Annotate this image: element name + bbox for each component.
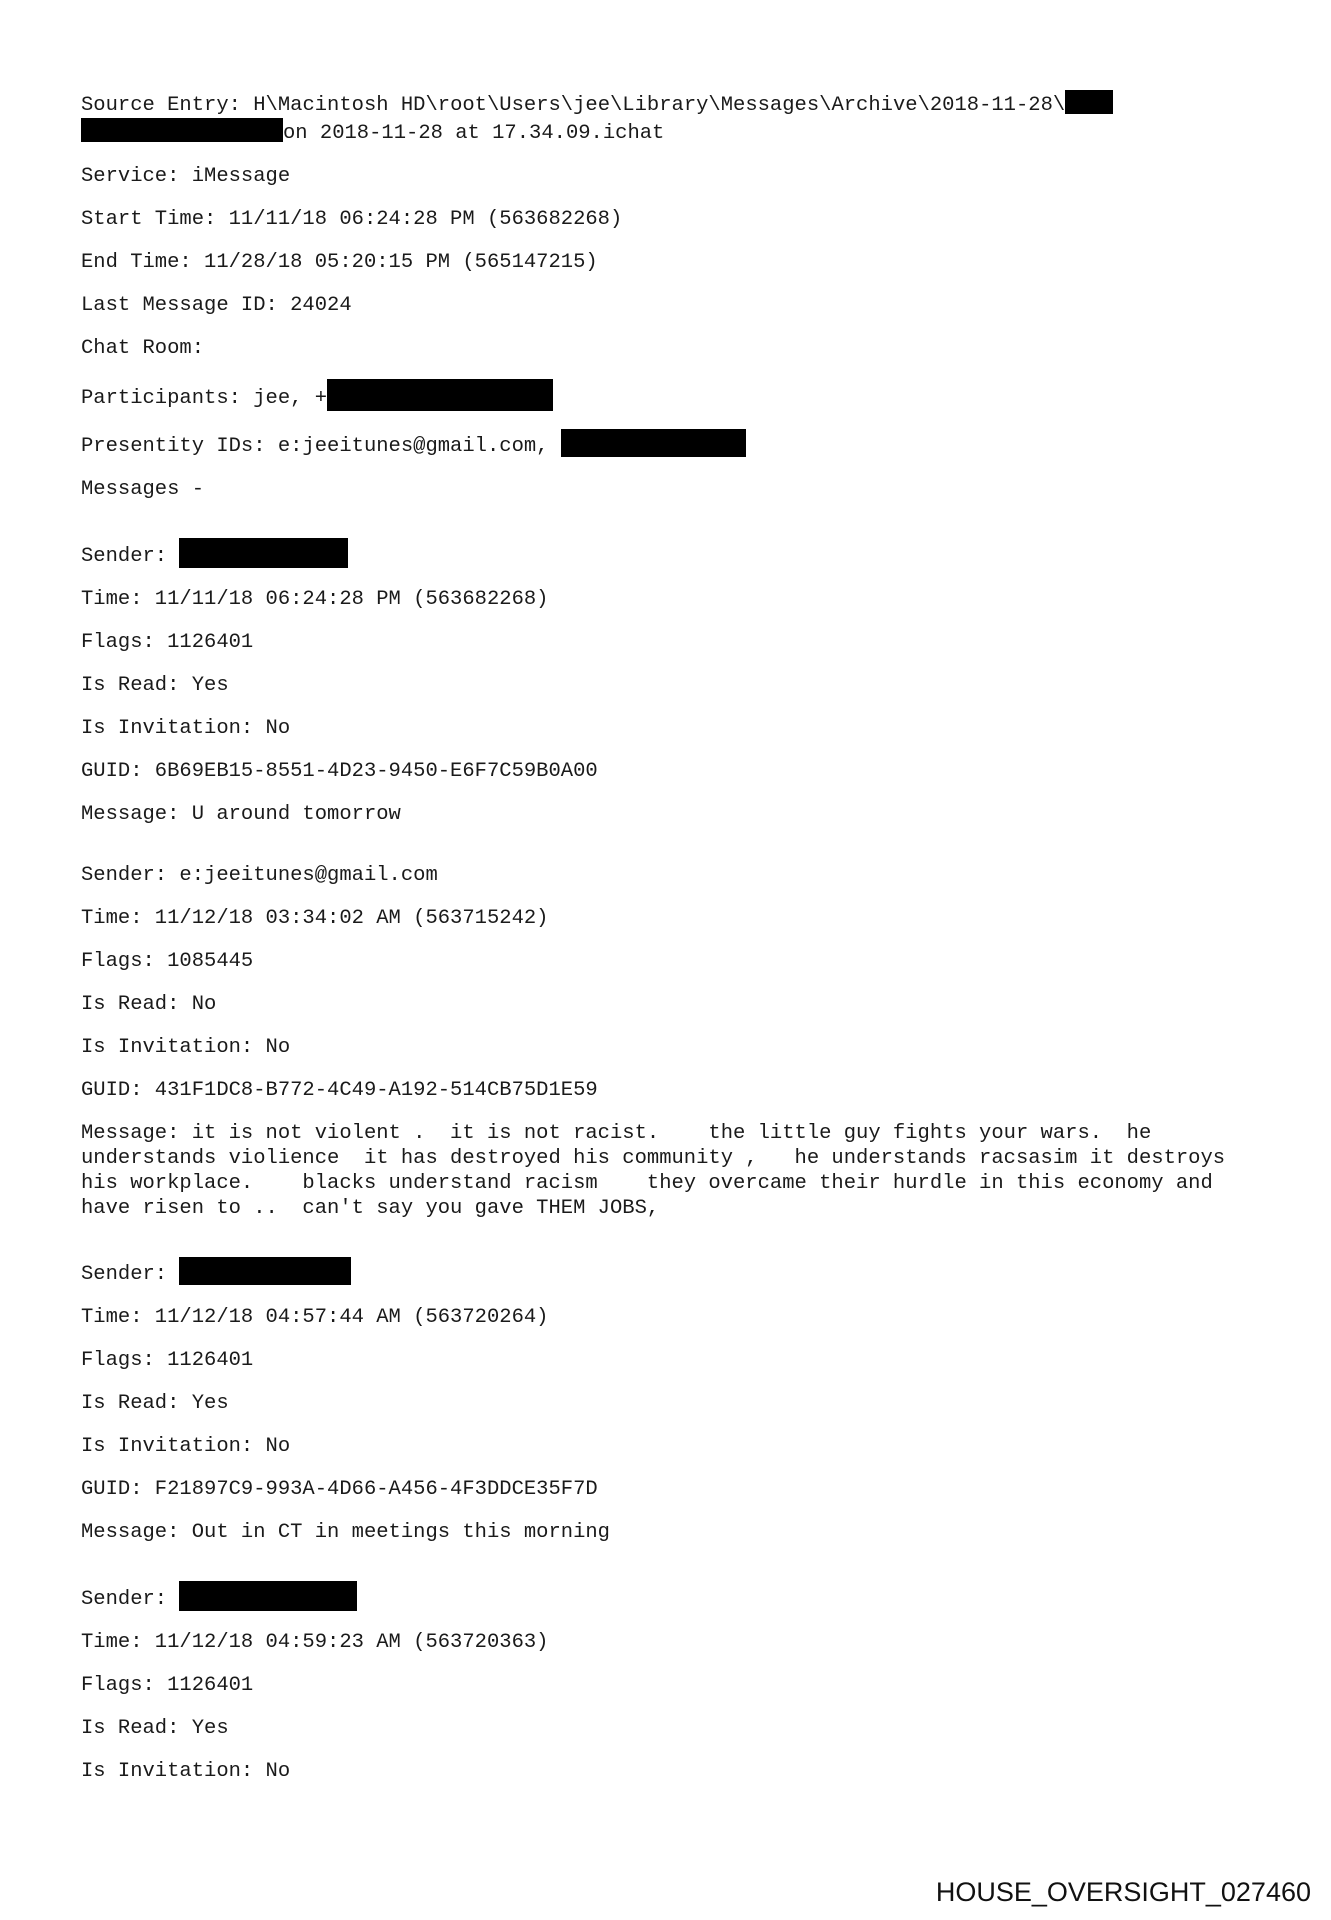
sender-label: Sender: — [81, 1588, 168, 1611]
source-entry-label: Source Entry: — [81, 94, 241, 117]
message-is-invitation: Is Invitation: No — [81, 1760, 291, 1783]
participants — [81, 379, 1271, 411]
message-text: Message: it is not violent . it is not racist. the little guy fights your wars. he understands violience it has destroyed his community , he understands racsasim it destroys his workplace. blacks understand racism they overcame their hurdle in this economy and have risen to .. can't say you gave THEM JOBS, — [81, 1122, 1238, 1220]
redaction-block — [1065, 90, 1113, 114]
presentity-ids-text: Presentity IDs: e:jeeitunes@gmail.com, — [81, 435, 549, 458]
message-time: Time: 11/12/18 04:59:23 AM (563720363) — [81, 1631, 549, 1654]
message-is-read: Is Read: Yes — [81, 674, 229, 697]
redaction-block — [179, 1581, 357, 1611]
bates-number: HOUSE_OVERSIGHT_027460 — [935, 1877, 1311, 1907]
sender-label: Sender: — [81, 1263, 168, 1286]
redaction-block — [561, 429, 746, 457]
sender-label: Sender: — [81, 545, 168, 568]
message-sender — [81, 538, 1271, 569]
end-time: End Time: 11/28/18 05:20:15 PM (565147215) — [81, 251, 598, 274]
message-text: Message: Out in CT in meetings this morning — [81, 1521, 610, 1544]
participants-text: Participants: jee, + — [81, 387, 328, 410]
redaction-block — [179, 1257, 351, 1285]
redaction-block — [179, 538, 348, 568]
redaction-block — [327, 379, 553, 411]
message-is-invitation: Is Invitation: No — [81, 1435, 291, 1458]
last-message-id: Last Message ID: 24024 — [81, 294, 352, 317]
message-flags: Flags: 1085445 — [81, 950, 254, 973]
message-is-read: Is Read: Yes — [81, 1392, 229, 1415]
message-is-read: Is Read: No — [81, 993, 217, 1016]
source-entry-suffix: on 2018-11-28 at 17.34.09.ichat — [283, 122, 665, 145]
start-time: Start Time: 11/11/18 06:24:28 PM (563682268) — [81, 208, 623, 231]
message-flags: Flags: 1126401 — [81, 1349, 254, 1372]
service: Service: iMessage — [81, 165, 291, 188]
message-is-read: Is Read: Yes — [81, 1717, 229, 1740]
message-time: Time: 11/12/18 03:34:02 AM (563715242) — [81, 907, 549, 930]
message-is-invitation: Is Invitation: No — [81, 717, 291, 740]
message-sender — [81, 1581, 1271, 1612]
message-time: Time: 11/12/18 04:57:44 AM (563720264) — [81, 1306, 549, 1329]
chat-room: Chat Room: — [81, 337, 205, 360]
message-time: Time: 11/11/18 06:24:28 PM (563682268) — [81, 588, 549, 611]
message-text: Message: U around tomorrow — [81, 803, 401, 826]
message-flags: Flags: 1126401 — [81, 631, 254, 654]
messages-label: Messages - — [81, 478, 205, 501]
source-entry-path: H\Macintosh HD\root\Users\jee\Library\Messages\Archive\2018-11-28\ — [253, 94, 1066, 117]
message-guid: GUID: 6B69EB15-8551-4D23-9450-E6F7C59B0A00 — [81, 760, 598, 783]
message-guid: GUID: F21897C9-993A-4D66-A456-4F3DDCE35F7D — [81, 1478, 598, 1501]
source-entry-line-2 — [81, 118, 1271, 146]
redaction-block — [81, 118, 283, 142]
message-guid: GUID: 431F1DC8-B772-4C49-A192-514CB75D1E59 — [81, 1079, 598, 1102]
message-sender — [81, 1257, 1271, 1287]
presentity-ids — [81, 429, 1271, 459]
message-flags: Flags: 1126401 — [81, 1674, 254, 1697]
message-sender: Sender: e:jeeitunes@gmail.com — [81, 864, 438, 887]
source-entry-line-1 — [81, 90, 1271, 118]
message-is-invitation: Is Invitation: No — [81, 1036, 291, 1059]
chat-log — [81, 90, 1271, 1802]
